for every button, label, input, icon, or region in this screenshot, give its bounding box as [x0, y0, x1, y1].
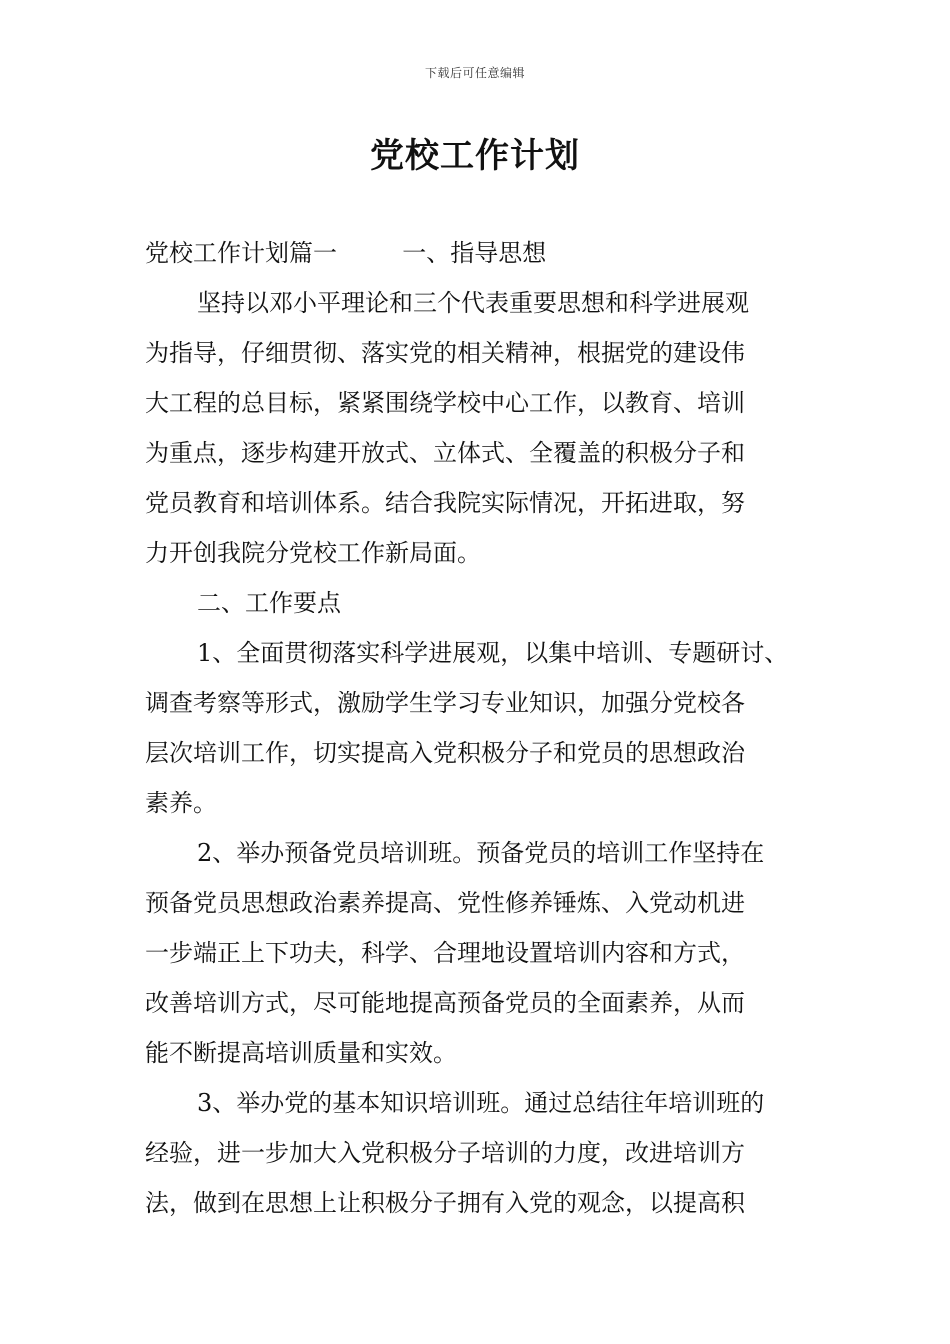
section-heading-line	[145, 228, 810, 278]
paragraph-line: 2、举办预备党员培训班。预备党员的培训工作坚持在	[197, 839, 765, 867]
paragraph-line: 坚持以邓小平理论和三个代表重要思想和科学进展观	[197, 289, 749, 317]
paragraph-line: 经验，进一步加大入党积极分子培训的力度，改进培训方	[145, 1139, 745, 1167]
paragraph-line: 一步端正上下功夫，科学、合理地设置培训内容和方式，	[145, 939, 745, 967]
paragraph-line: 3、举办党的基本知识培训班。通过总结往年培训班的	[197, 1089, 765, 1117]
document-body	[145, 228, 810, 1228]
paragraph-line: 力开创我院分党校工作新局面。	[145, 539, 481, 567]
plan-part-label: 党校工作计划篇一	[145, 239, 337, 267]
section-heading: 一、指导思想	[402, 239, 547, 267]
paragraph-line: 调查考察等形式，激励学生学习专业知识，加强分党校各	[145, 689, 745, 717]
paragraph-line: 党员教育和培训体系。结合我院实际情况，开拓进取，努	[145, 489, 745, 517]
paragraph-line: 预备党员思想政治素养提高、党性修养锤炼、入党动机进	[145, 889, 745, 917]
header-note: 下载后可任意编辑	[424, 66, 525, 80]
paragraph-line: 法，做到在思想上让积极分子拥有入党的观念，以提高积	[145, 1189, 745, 1217]
paragraph-line: 大工程的总目标，紧紧围绕学校中心工作，以教育、培训	[145, 389, 745, 417]
paragraph-line: 为重点，逐步构建开放式、立体式、全覆盖的积极分子和	[145, 439, 745, 467]
paragraph-line: 素养。	[145, 789, 217, 817]
paragraph-line: 改善培训方式，尽可能地提高预备党员的全面素养，从而	[145, 989, 745, 1017]
paragraph-line: 1、全面贯彻落实科学进展观，以集中培训、专题研讨、	[197, 639, 789, 667]
paragraph-line: 为指导，仔细贯彻、落实党的相关精神，根据党的建设伟	[145, 339, 745, 367]
page-title: 党校工作计划	[370, 136, 580, 176]
paragraph-line: 能不断提高培训质量和实效。	[145, 1039, 457, 1067]
section-heading: 二、工作要点	[197, 589, 341, 617]
paragraph-line: 层次培训工作，切实提高入党积极分子和党员的思想政治	[145, 739, 745, 767]
